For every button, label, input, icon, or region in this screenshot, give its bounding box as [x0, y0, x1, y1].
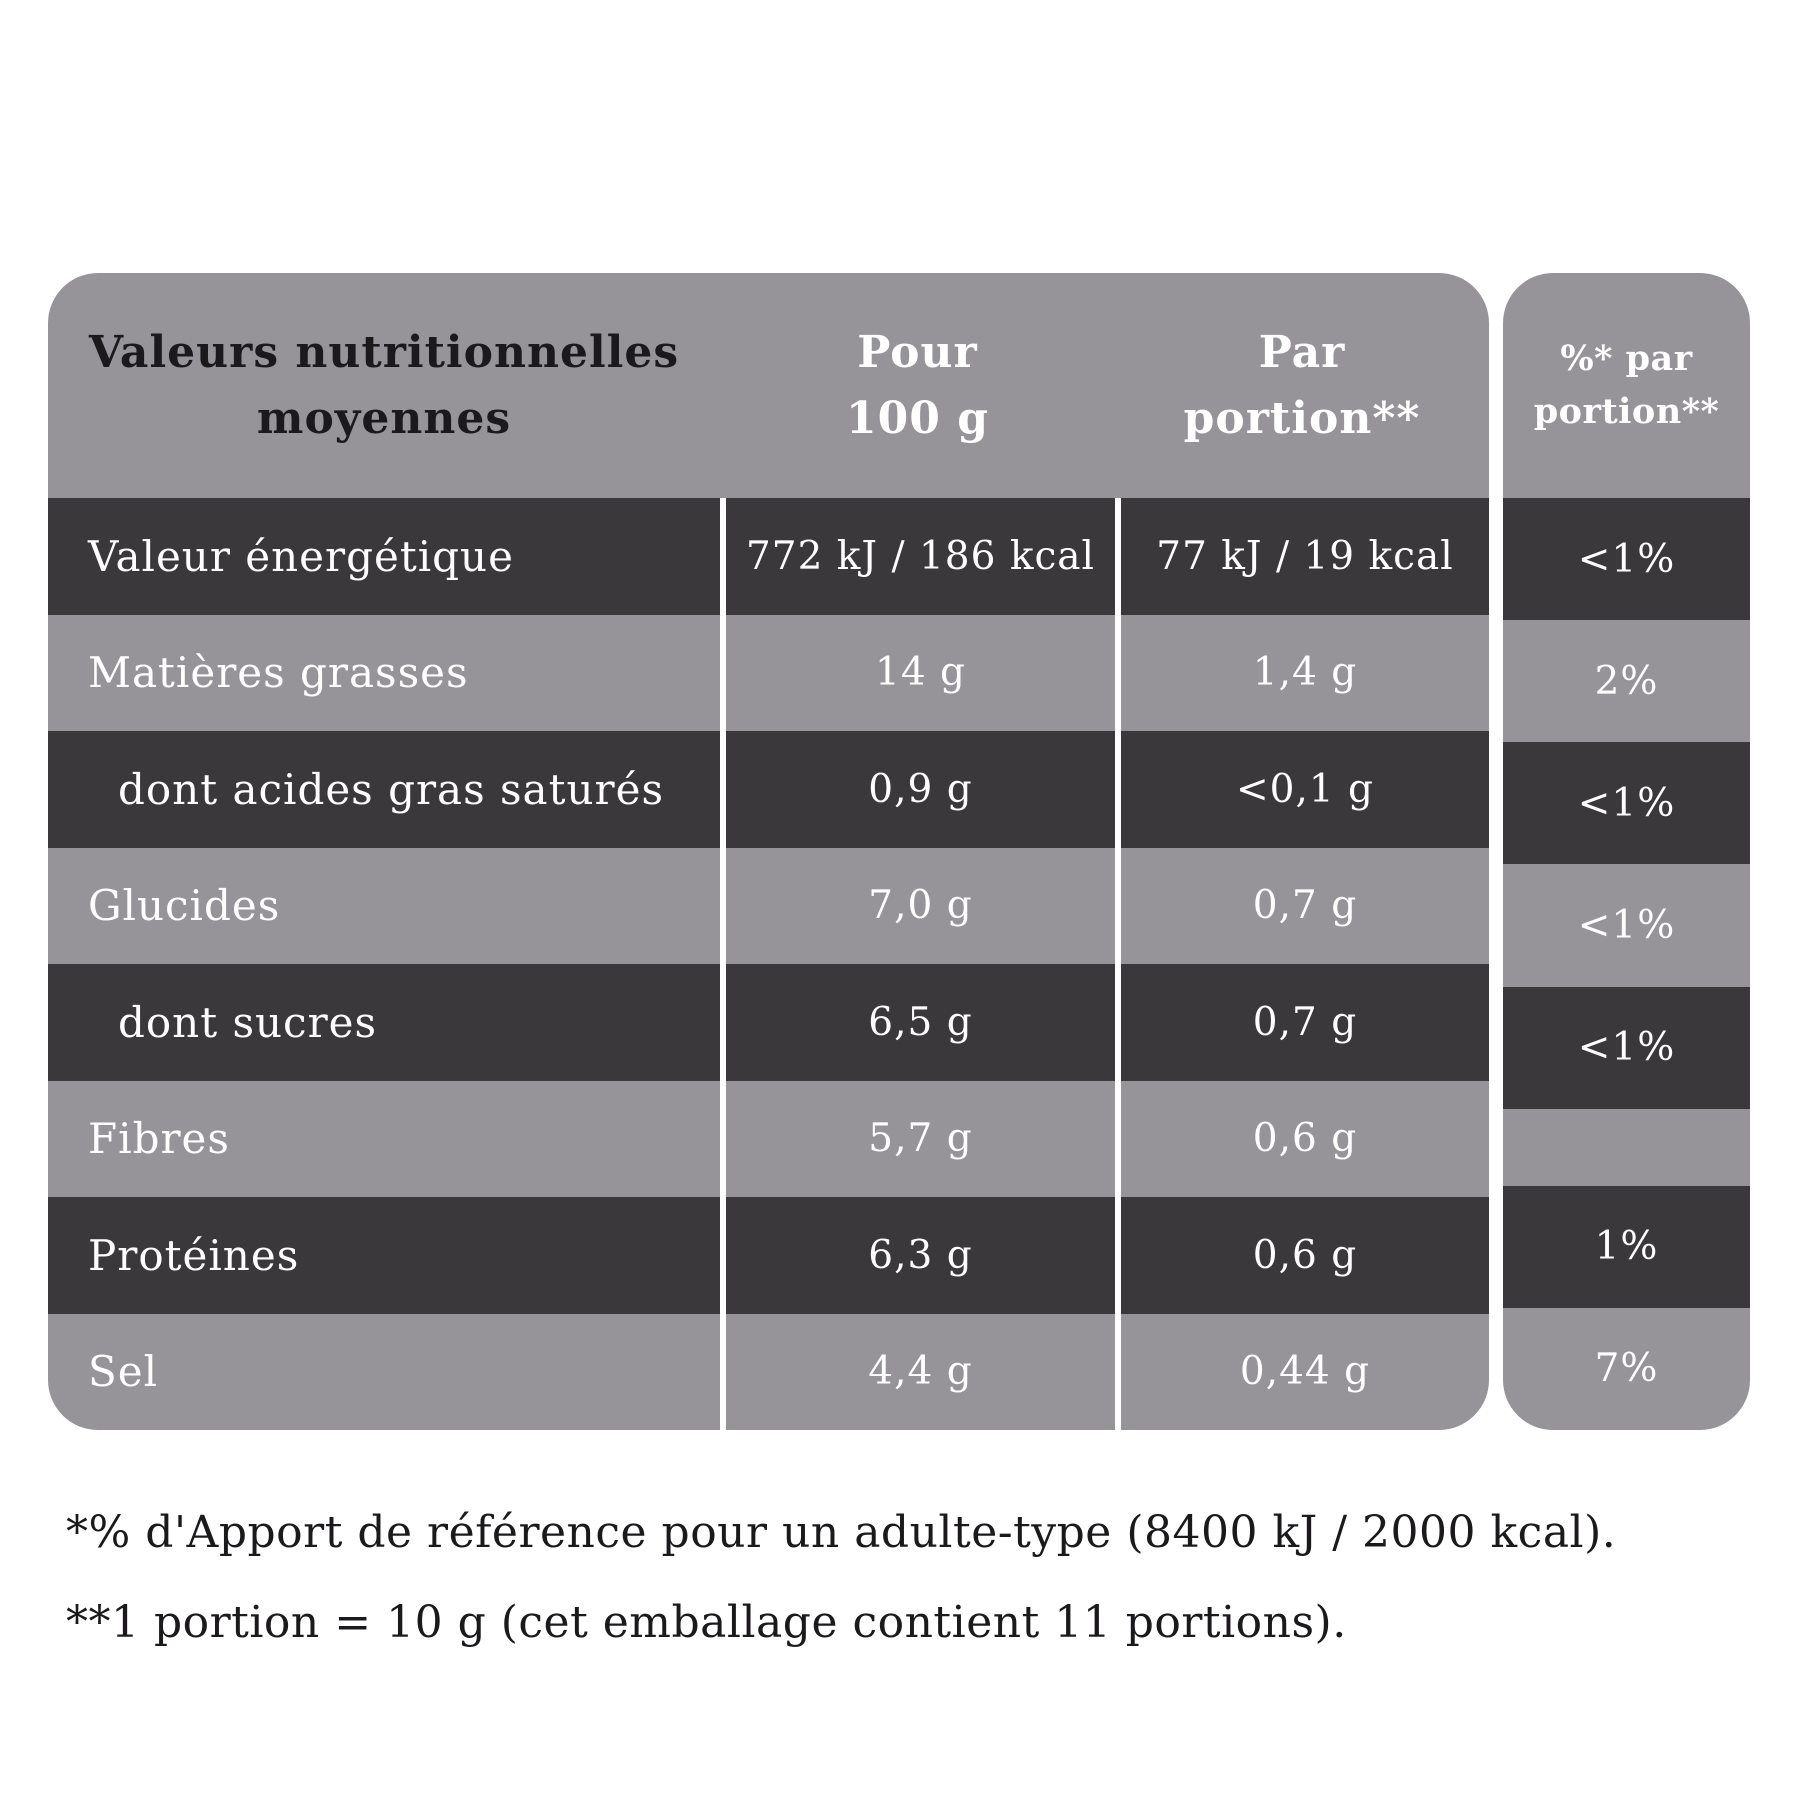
row-per-100g-value: 6,5 g [720, 964, 1115, 1081]
column-header-per-portion-line1: Par [1258, 326, 1346, 378]
row-pct-value-salt: 7% [1503, 1308, 1750, 1430]
column-header-per-100g [720, 273, 1115, 498]
row-label: Sel [88, 1347, 159, 1397]
row-pct-value-saturated-fat: <1% [1503, 742, 1750, 864]
column-header-percent-per-portion [1503, 273, 1750, 498]
row-per-100g-value: 7,0 g [720, 848, 1115, 965]
row-pct-value-fat: 2% [1503, 620, 1750, 742]
row-per-portion-value: 0,6 g [1115, 1197, 1489, 1314]
table-row-fibres [48, 1081, 1489, 1198]
column-header-per-100g-line2: 100 g [846, 392, 989, 444]
footnote-portion-size: **1 portion = 10 g (cet emballage contient 11 portions). [66, 1597, 1347, 1648]
row-pct-value-fibres [1503, 1109, 1750, 1186]
row-per-100g-value: 4,4 g [720, 1314, 1115, 1431]
row-per-portion-value: 1,4 g [1115, 615, 1489, 732]
row-per-portion-value: 0,44 g [1115, 1314, 1489, 1431]
row-pct-value-carbohydrates: <1% [1503, 864, 1750, 986]
row-label: Fibres [88, 1114, 230, 1164]
row-pct-value-proteins: 1% [1503, 1186, 1750, 1308]
column-header-percent-line1: %* par [1560, 338, 1693, 379]
row-label: Valeur énergétique [88, 531, 514, 581]
row-per-portion-value: 0,6 g [1115, 1081, 1489, 1198]
table-row-proteins [48, 1197, 1489, 1314]
table-row-energy [48, 498, 1489, 615]
row-per-portion-value: 0,7 g [1115, 964, 1489, 1081]
column-header-percent-line2: portion** [1533, 390, 1720, 432]
column-header-per-portion-line2: portion** [1183, 392, 1421, 444]
table-row-carbohydrates [48, 848, 1489, 965]
table-row-saturated-fat [48, 731, 1489, 848]
footnotes [66, 1488, 1616, 1668]
nutrition-table-area [48, 273, 1750, 1430]
footnote-reference-intake: *% d'Apport de référence pour un adulte-type (8400 kJ / 2000 kcal). [66, 1507, 1617, 1558]
row-label: Glucides [88, 881, 281, 931]
row-per-100g-value: 6,3 g [720, 1197, 1115, 1314]
row-per-portion-value: <0,1 g [1115, 731, 1489, 848]
column-header-per-100g-line1: Pour [857, 326, 978, 378]
row-per-100g-value: 0,9 g [720, 731, 1115, 848]
table-row-sugars [48, 964, 1489, 1081]
row-per-100g-value: 14 g [720, 615, 1115, 732]
row-label: Protéines [88, 1230, 300, 1280]
percent-reference-panel [1503, 273, 1750, 1430]
column-header-per-portion [1115, 273, 1489, 498]
row-label: dont acides gras saturés [118, 764, 665, 814]
table-header-row [48, 273, 1489, 498]
row-per-portion-value: 0,7 g [1115, 848, 1489, 965]
row-per-100g-value: 5,7 g [720, 1081, 1115, 1198]
row-per-100g-value: 772 kJ / 186 kcal [720, 498, 1115, 615]
table-title [48, 273, 720, 498]
row-per-portion-value: 77 kJ / 19 kcal [1115, 498, 1489, 615]
row-pct-value-energy: <1% [1503, 498, 1750, 620]
table-title-line1: Valeurs nutritionnelles [88, 326, 680, 378]
table-row-salt [48, 1314, 1489, 1431]
row-pct-value-sugars: <1% [1503, 987, 1750, 1109]
row-label: Matières grasses [88, 648, 469, 698]
table-title-line2: moyennes [256, 392, 512, 444]
nutrition-table [48, 273, 1489, 1430]
row-label: dont sucres [118, 997, 378, 1047]
table-row-fat [48, 615, 1489, 732]
